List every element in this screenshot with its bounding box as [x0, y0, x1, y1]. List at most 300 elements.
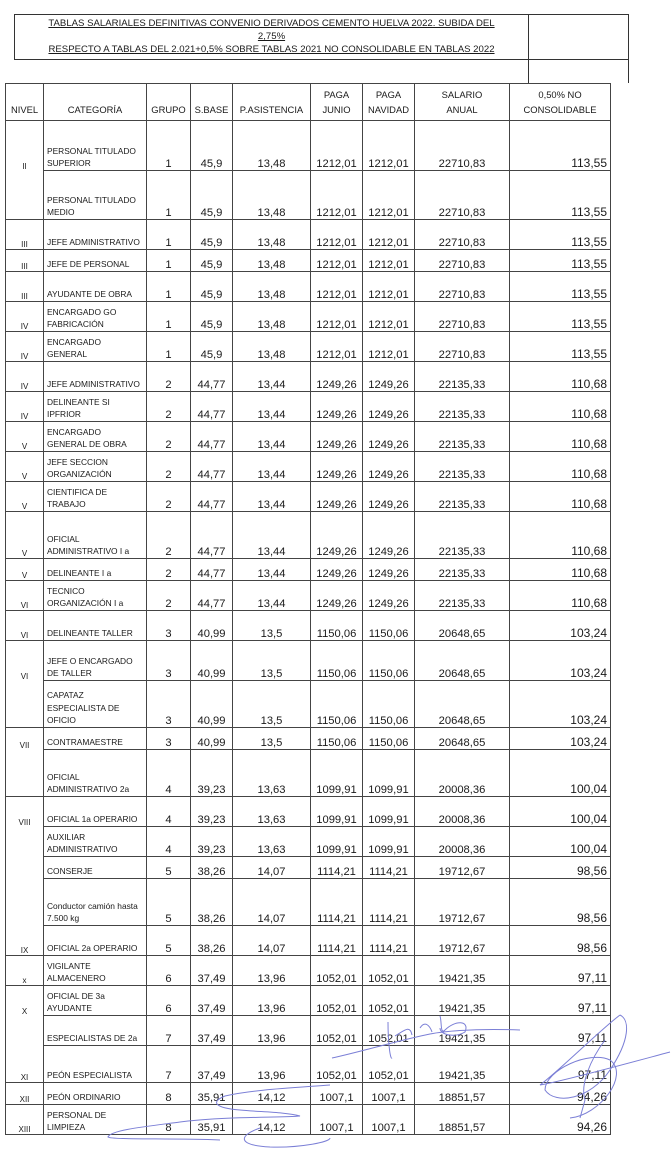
table-row — [6, 641, 611, 681]
table-row — [6, 362, 611, 392]
cell-no-consolidable: 97,11 — [510, 986, 611, 1016]
cell-categoria: OFICIAL 2a OPERARIO — [44, 926, 147, 956]
cell-sbase: 44,77 — [191, 392, 233, 422]
cell-nivel: V — [6, 512, 44, 559]
cell-salario-anual: 22710,83 — [415, 171, 510, 220]
cell-sbase: 45,9 — [191, 220, 233, 250]
cell-pasistencia: 13,5 — [233, 641, 311, 681]
table-row — [6, 750, 611, 797]
cell-no-consolidable: 98,56 — [510, 857, 611, 879]
cell-paga-navidad: 1212,01 — [363, 171, 415, 220]
cell-salario-anual: 22135,33 — [415, 452, 510, 482]
cell-paga-junio: 1212,01 — [311, 302, 363, 332]
cell-sbase: 44,77 — [191, 581, 233, 611]
cell-categoria: JEFE DE PERSONAL — [44, 250, 147, 272]
cell-no-consolidable: 98,56 — [510, 879, 611, 926]
cell-categoria: ESPECIALISTAS DE 2a — [44, 1016, 147, 1046]
cell-no-consolidable: 110,68 — [510, 559, 611, 581]
cell-paga-navidad: 1150,06 — [363, 641, 415, 681]
cell-no-consolidable: 110,68 — [510, 512, 611, 559]
cell-pasistencia: 13,5 — [233, 728, 311, 750]
cell-sbase: 35,91 — [191, 1083, 233, 1105]
cell-paga-navidad: 1212,01 — [363, 250, 415, 272]
cell-nivel: X — [6, 986, 44, 1016]
signature-3 — [108, 1085, 330, 1147]
cell-paga-junio: 1249,26 — [311, 452, 363, 482]
table-row — [6, 926, 611, 956]
header-nivel: NIVEL — [6, 84, 44, 121]
cell-paga-junio: 1212,01 — [311, 220, 363, 250]
cell-categoria: PERSONAL DE LIMPIEZA — [44, 1105, 147, 1135]
cell-categoria: PEÓN ORDINARIO — [44, 1083, 147, 1105]
cell-pasistencia: 13,96 — [233, 1046, 311, 1083]
cell-paga-navidad: 1099,91 — [363, 827, 415, 857]
cell-no-consolidable: 103,24 — [510, 611, 611, 641]
cell-salario-anual: 22710,83 — [415, 121, 510, 171]
cell-paga-navidad: 1249,26 — [363, 482, 415, 512]
cell-paga-navidad: 1007,1 — [363, 1105, 415, 1135]
table-row — [6, 250, 611, 272]
cell-sbase: 40,99 — [191, 681, 233, 728]
cell-no-consolidable: 100,04 — [510, 750, 611, 797]
table-row — [6, 857, 611, 879]
cell-categoria: TECNICO ORGANIZACIÓN I a — [44, 581, 147, 611]
cell-pasistencia: 13,44 — [233, 559, 311, 581]
cell-salario-anual: 22710,83 — [415, 272, 510, 302]
cell-sbase: 40,99 — [191, 641, 233, 681]
cell-categoria: AUXILIAR ADMINISTRATIVO — [44, 827, 147, 857]
cell-pasistencia: 13,48 — [233, 121, 311, 171]
cell-categoria: PERSONAL TITULADO MEDIO — [44, 171, 147, 220]
cell-grupo: 1 — [147, 302, 191, 332]
cell-pasistencia: 13,48 — [233, 272, 311, 302]
cell-salario-anual: 20008,36 — [415, 750, 510, 797]
cell-no-consolidable: 110,68 — [510, 452, 611, 482]
cell-nivel: XI — [6, 1046, 44, 1083]
cell-sbase: 45,9 — [191, 121, 233, 171]
cell-nivel: XIII — [6, 1105, 44, 1135]
cell-paga-navidad: 1212,01 — [363, 220, 415, 250]
cell-no-consolidable: 113,55 — [510, 302, 611, 332]
cell-no-consolidable: 103,24 — [510, 728, 611, 750]
table-row — [6, 121, 611, 171]
cell-paga-navidad: 1099,91 — [363, 750, 415, 797]
cell-nivel: IV — [6, 302, 44, 332]
cell-paga-junio: 1007,1 — [311, 1105, 363, 1135]
cell-no-consolidable: 110,68 — [510, 392, 611, 422]
cell-paga-junio: 1052,01 — [311, 1016, 363, 1046]
cell-pasistencia: 14,07 — [233, 857, 311, 879]
cell-nivel: IX — [6, 926, 44, 956]
cell-no-consolidable: 103,24 — [510, 641, 611, 681]
cell-paga-junio: 1212,01 — [311, 250, 363, 272]
cell-paga-junio: 1099,91 — [311, 750, 363, 797]
cell-nivel: VI — [6, 611, 44, 641]
cell-salario-anual: 19421,35 — [415, 1046, 510, 1083]
cell-salario-anual: 22710,83 — [415, 250, 510, 272]
header-sbase: S.BASE — [191, 84, 233, 121]
cell-paga-junio: 1150,06 — [311, 641, 363, 681]
header-row — [6, 84, 611, 121]
cell-salario-anual: 22135,33 — [415, 512, 510, 559]
cell-sbase: 38,26 — [191, 857, 233, 879]
cell-nivel: VI — [6, 641, 44, 681]
table-row — [6, 559, 611, 581]
cell-pasistencia: 13,44 — [233, 581, 311, 611]
table-row — [6, 879, 611, 926]
cell-nivel — [6, 879, 44, 926]
cell-grupo: 1 — [147, 332, 191, 362]
cell-nivel: IV — [6, 332, 44, 362]
cell-paga-junio: 1099,91 — [311, 827, 363, 857]
cell-grupo: 6 — [147, 986, 191, 1016]
cell-grupo: 2 — [147, 452, 191, 482]
cell-categoria: VIGILANTE ALMACENERO — [44, 956, 147, 986]
cell-nivel: III — [6, 220, 44, 250]
cell-categoria: ENCARGADO GO FABRICACIÓN — [44, 302, 147, 332]
cell-categoria: AYUDANTE DE OBRA — [44, 272, 147, 302]
cell-no-consolidable: 94,26 — [510, 1105, 611, 1135]
header-categoria: CATEGORÍA — [44, 84, 147, 121]
cell-sbase: 45,9 — [191, 171, 233, 220]
cell-pasistencia: 13,96 — [233, 956, 311, 986]
table-row — [6, 171, 611, 220]
cell-no-consolidable: 113,55 — [510, 272, 611, 302]
cell-sbase: 37,49 — [191, 956, 233, 986]
cell-no-consolidable: 110,68 — [510, 422, 611, 452]
cell-categoria: JEFE SECCION ORGANIZACIÓN — [44, 452, 147, 482]
spacer-right-empty-cell — [528, 60, 629, 83]
cell-nivel: V — [6, 482, 44, 512]
cell-paga-junio: 1114,21 — [311, 926, 363, 956]
cell-nivel: IV — [6, 362, 44, 392]
cell-sbase: 44,77 — [191, 362, 233, 392]
cell-grupo: 1 — [147, 250, 191, 272]
cell-categoria: DELINEANTE I a — [44, 559, 147, 581]
cell-nivel: V — [6, 452, 44, 482]
cell-grupo: 8 — [147, 1105, 191, 1135]
cell-pasistencia: 13,5 — [233, 611, 311, 641]
signature-2 — [540, 1015, 670, 1118]
cell-nivel: VIII — [6, 797, 44, 827]
cell-sbase: 37,49 — [191, 1046, 233, 1083]
cell-categoria: CONTRAMAESTRE — [44, 728, 147, 750]
cell-categoria: PEÓN ESPECIALISTA — [44, 1046, 147, 1083]
cell-grupo: 2 — [147, 559, 191, 581]
cell-paga-navidad: 1099,91 — [363, 797, 415, 827]
cell-no-consolidable: 110,68 — [510, 362, 611, 392]
cell-sbase: 45,9 — [191, 272, 233, 302]
cell-paga-navidad: 1052,01 — [363, 1016, 415, 1046]
cell-paga-navidad: 1052,01 — [363, 1046, 415, 1083]
cell-categoria: OFICIAL 1a OPERARIO — [44, 797, 147, 827]
cell-pasistencia: 13,5 — [233, 681, 311, 728]
title-line-3: RESPECTO A TABLAS DEL 2.021+0,5% SOBRE TABLAS 2021 NO CONSOLIDABLE EN TABLAS 2022 — [48, 44, 495, 55]
cell-salario-anual: 20648,65 — [415, 681, 510, 728]
cell-paga-junio: 1052,01 — [311, 986, 363, 1016]
cell-paga-navidad: 1052,01 — [363, 986, 415, 1016]
cell-paga-navidad: 1249,26 — [363, 452, 415, 482]
cell-grupo: 5 — [147, 926, 191, 956]
cell-grupo: 3 — [147, 681, 191, 728]
cell-paga-junio: 1114,21 — [311, 879, 363, 926]
cell-salario-anual: 20648,65 — [415, 728, 510, 750]
cell-nivel: V — [6, 559, 44, 581]
cell-salario-anual: 22710,83 — [415, 220, 510, 250]
cell-pasistencia: 13,44 — [233, 452, 311, 482]
cell-paga-navidad: 1249,26 — [363, 422, 415, 452]
cell-pasistencia: 13,63 — [233, 750, 311, 797]
cell-sbase: 38,26 — [191, 926, 233, 956]
cell-paga-junio: 1099,91 — [311, 797, 363, 827]
cell-paga-junio: 1114,21 — [311, 857, 363, 879]
cell-no-consolidable: 97,11 — [510, 1016, 611, 1046]
cell-salario-anual: 22135,33 — [415, 392, 510, 422]
cell-grupo: 2 — [147, 362, 191, 392]
table-row — [6, 512, 611, 559]
cell-nivel — [6, 857, 44, 879]
cell-paga-navidad: 1212,01 — [363, 332, 415, 362]
cell-grupo: 4 — [147, 750, 191, 797]
cell-grupo: 1 — [147, 272, 191, 302]
cell-sbase: 40,99 — [191, 728, 233, 750]
cell-grupo: 4 — [147, 797, 191, 827]
cell-pasistencia: 13,44 — [233, 422, 311, 452]
cell-grupo: 4 — [147, 827, 191, 857]
table-row — [6, 392, 611, 422]
cell-sbase: 45,9 — [191, 332, 233, 362]
cell-grupo: 2 — [147, 482, 191, 512]
table-row — [6, 681, 611, 728]
cell-salario-anual: 20648,65 — [415, 641, 510, 681]
cell-paga-junio: 1249,26 — [311, 422, 363, 452]
cell-categoria: ENCARGADO GENERAL DE OBRA — [44, 422, 147, 452]
cell-categoria: OFICIAL ADMINISTRATIVO I a — [44, 512, 147, 559]
cell-grupo: 1 — [147, 121, 191, 171]
table-row — [6, 452, 611, 482]
cell-paga-navidad: 1150,06 — [363, 611, 415, 641]
cell-salario-anual: 22710,83 — [415, 332, 510, 362]
cell-sbase: 39,23 — [191, 797, 233, 827]
table-row — [6, 956, 611, 986]
cell-nivel: V — [6, 422, 44, 452]
cell-paga-navidad: 1114,21 — [363, 879, 415, 926]
cell-grupo: 7 — [147, 1046, 191, 1083]
cell-paga-navidad: 1249,26 — [363, 392, 415, 422]
table-row — [6, 422, 611, 452]
cell-sbase: 45,9 — [191, 250, 233, 272]
cell-categoria: JEFE O ENCARGADO DE TALLER — [44, 641, 147, 681]
cell-no-consolidable: 110,68 — [510, 581, 611, 611]
cell-grupo: 3 — [147, 728, 191, 750]
cell-categoria: CONSERJE — [44, 857, 147, 879]
cell-grupo: 2 — [147, 392, 191, 422]
table-row — [6, 482, 611, 512]
cell-paga-junio: 1249,26 — [311, 512, 363, 559]
cell-salario-anual: 19421,35 — [415, 986, 510, 1016]
cell-salario-anual: 22135,33 — [415, 422, 510, 452]
cell-nivel: III — [6, 250, 44, 272]
cell-grupo: 2 — [147, 581, 191, 611]
cell-paga-junio: 1150,06 — [311, 681, 363, 728]
cell-paga-junio: 1052,01 — [311, 1046, 363, 1083]
cell-grupo: 3 — [147, 611, 191, 641]
cell-paga-navidad: 1249,26 — [363, 581, 415, 611]
cell-paga-junio: 1249,26 — [311, 362, 363, 392]
cell-salario-anual: 18851,57 — [415, 1083, 510, 1105]
cell-no-consolidable: 113,55 — [510, 171, 611, 220]
cell-paga-junio: 1212,01 — [311, 121, 363, 171]
cell-no-consolidable: 110,68 — [510, 482, 611, 512]
cell-pasistencia: 14,12 — [233, 1105, 311, 1135]
document-title-box — [14, 14, 529, 60]
cell-paga-junio: 1212,01 — [311, 272, 363, 302]
cell-pasistencia: 13,96 — [233, 1016, 311, 1046]
cell-pasistencia: 13,48 — [233, 302, 311, 332]
cell-sbase: 38,26 — [191, 879, 233, 926]
cell-sbase: 35,91 — [191, 1105, 233, 1135]
cell-paga-navidad: 1249,26 — [363, 512, 415, 559]
cell-salario-anual: 22135,33 — [415, 581, 510, 611]
cell-pasistencia: 13,44 — [233, 482, 311, 512]
salary-table — [5, 83, 611, 1135]
cell-nivel: IV — [6, 392, 44, 422]
cell-paga-junio: 1249,26 — [311, 559, 363, 581]
cell-salario-anual: 22135,33 — [415, 362, 510, 392]
cell-paga-navidad: 1150,06 — [363, 681, 415, 728]
cell-grupo: 6 — [147, 956, 191, 986]
cell-nivel — [6, 171, 44, 220]
cell-pasistencia: 13,44 — [233, 512, 311, 559]
cell-nivel: VII — [6, 728, 44, 750]
cell-paga-junio: 1150,06 — [311, 611, 363, 641]
cell-salario-anual: 19712,67 — [415, 926, 510, 956]
cell-sbase: 44,77 — [191, 559, 233, 581]
cell-pasistencia: 13,44 — [233, 392, 311, 422]
cell-sbase: 44,77 — [191, 422, 233, 452]
cell-salario-anual: 18851,57 — [415, 1105, 510, 1135]
cell-no-consolidable: 97,11 — [510, 1046, 611, 1083]
header-no-consolidable: 0,50% NO CONSOLIDABLE — [510, 84, 611, 121]
cell-no-consolidable: 98,56 — [510, 926, 611, 956]
cell-no-consolidable: 100,04 — [510, 797, 611, 827]
table-row — [6, 827, 611, 857]
cell-categoria: CAPATAZ ESPECIALISTA DE OFICIO — [44, 681, 147, 728]
cell-pasistencia: 13,48 — [233, 250, 311, 272]
cell-salario-anual: 19421,35 — [415, 956, 510, 986]
cell-pasistencia: 13,48 — [233, 220, 311, 250]
cell-salario-anual: 22710,83 — [415, 302, 510, 332]
cell-no-consolidable: 100,04 — [510, 827, 611, 857]
cell-grupo: 2 — [147, 512, 191, 559]
cell-no-consolidable: 113,55 — [510, 332, 611, 362]
cell-pasistencia: 13,44 — [233, 362, 311, 392]
cell-paga-junio: 1212,01 — [311, 171, 363, 220]
title-line-2: 2,75% — [257, 31, 286, 42]
cell-sbase: 37,49 — [191, 986, 233, 1016]
cell-pasistencia: 14,07 — [233, 879, 311, 926]
cell-paga-navidad: 1007,1 — [363, 1083, 415, 1105]
cell-paga-junio: 1150,06 — [311, 728, 363, 750]
cell-nivel: III — [6, 272, 44, 302]
cell-nivel — [6, 681, 44, 728]
cell-nivel: XII — [6, 1083, 44, 1105]
cell-salario-anual: 19712,67 — [415, 879, 510, 926]
cell-salario-anual: 20008,36 — [415, 797, 510, 827]
cell-sbase: 39,23 — [191, 827, 233, 857]
cell-no-consolidable: 113,55 — [510, 220, 611, 250]
cell-categoria: ENCARGADO GENERAL — [44, 332, 147, 362]
cell-grupo: 2 — [147, 422, 191, 452]
cell-no-consolidable: 113,55 — [510, 121, 611, 171]
table-row — [6, 797, 611, 827]
cell-paga-navidad: 1114,21 — [363, 926, 415, 956]
header-paga-junio: PAGA JUNIO — [311, 84, 363, 121]
cell-sbase: 39,23 — [191, 750, 233, 797]
table-row — [6, 728, 611, 750]
cell-categoria: PERSONAL TITULADO SUPERIOR — [44, 121, 147, 171]
cell-paga-navidad: 1212,01 — [363, 121, 415, 171]
cell-nivel: II — [6, 121, 44, 171]
cell-paga-junio: 1249,26 — [311, 392, 363, 422]
cell-salario-anual: 22135,33 — [415, 482, 510, 512]
cell-nivel: VI — [6, 581, 44, 611]
cell-sbase: 40,99 — [191, 611, 233, 641]
table-row — [6, 220, 611, 250]
cell-pasistencia: 14,07 — [233, 926, 311, 956]
cell-nivel — [6, 750, 44, 797]
cell-salario-anual: 19421,35 — [415, 1016, 510, 1046]
signatures — [0, 990, 672, 1151]
cell-categoria: JEFE ADMINISTRATIVO — [44, 362, 147, 392]
cell-sbase: 44,77 — [191, 482, 233, 512]
cell-sbase: 44,77 — [191, 452, 233, 482]
cell-categoria: Conductor camión hasta 7.500 kg — [44, 879, 147, 926]
cell-no-consolidable: 94,26 — [510, 1083, 611, 1105]
cell-grupo: 7 — [147, 1016, 191, 1046]
cell-no-consolidable: 113,55 — [510, 250, 611, 272]
cell-categoria: OFICIAL ADMINISTRATIVO 2a — [44, 750, 147, 797]
cell-sbase: 37,49 — [191, 1016, 233, 1046]
cell-grupo: 1 — [147, 220, 191, 250]
cell-categoria: JEFE ADMINISTRATIVO — [44, 220, 147, 250]
cell-categoria: OFICIAL DE 3a AYUDANTE — [44, 986, 147, 1016]
cell-paga-navidad: 1150,06 — [363, 728, 415, 750]
cell-grupo: 3 — [147, 641, 191, 681]
cell-salario-anual: 22135,33 — [415, 559, 510, 581]
header-grupo: GRUPO — [147, 84, 191, 121]
cell-categoria: DELINEANTE TALLER — [44, 611, 147, 641]
table-row — [6, 302, 611, 332]
header-paga-navidad: PAGA NAVIDAD — [363, 84, 415, 121]
cell-salario-anual: 19712,67 — [415, 857, 510, 879]
table-row — [6, 581, 611, 611]
cell-salario-anual: 20008,36 — [415, 827, 510, 857]
header-salario-anual: SALARIO ANUAL — [415, 84, 510, 121]
cell-grupo: 1 — [147, 171, 191, 220]
cell-paga-navidad: 1212,01 — [363, 272, 415, 302]
table-row — [6, 611, 611, 641]
cell-nivel: x — [6, 956, 44, 986]
cell-paga-junio: 1249,26 — [311, 482, 363, 512]
cell-pasistencia: 13,48 — [233, 171, 311, 220]
signature-1 — [332, 1016, 520, 1058]
cell-categoria: DELINEANTE SI IPFRIOR — [44, 392, 147, 422]
cell-salario-anual: 20648,65 — [415, 611, 510, 641]
table-row — [6, 272, 611, 302]
cell-paga-navidad: 1212,01 — [363, 302, 415, 332]
cell-nivel — [6, 827, 44, 857]
